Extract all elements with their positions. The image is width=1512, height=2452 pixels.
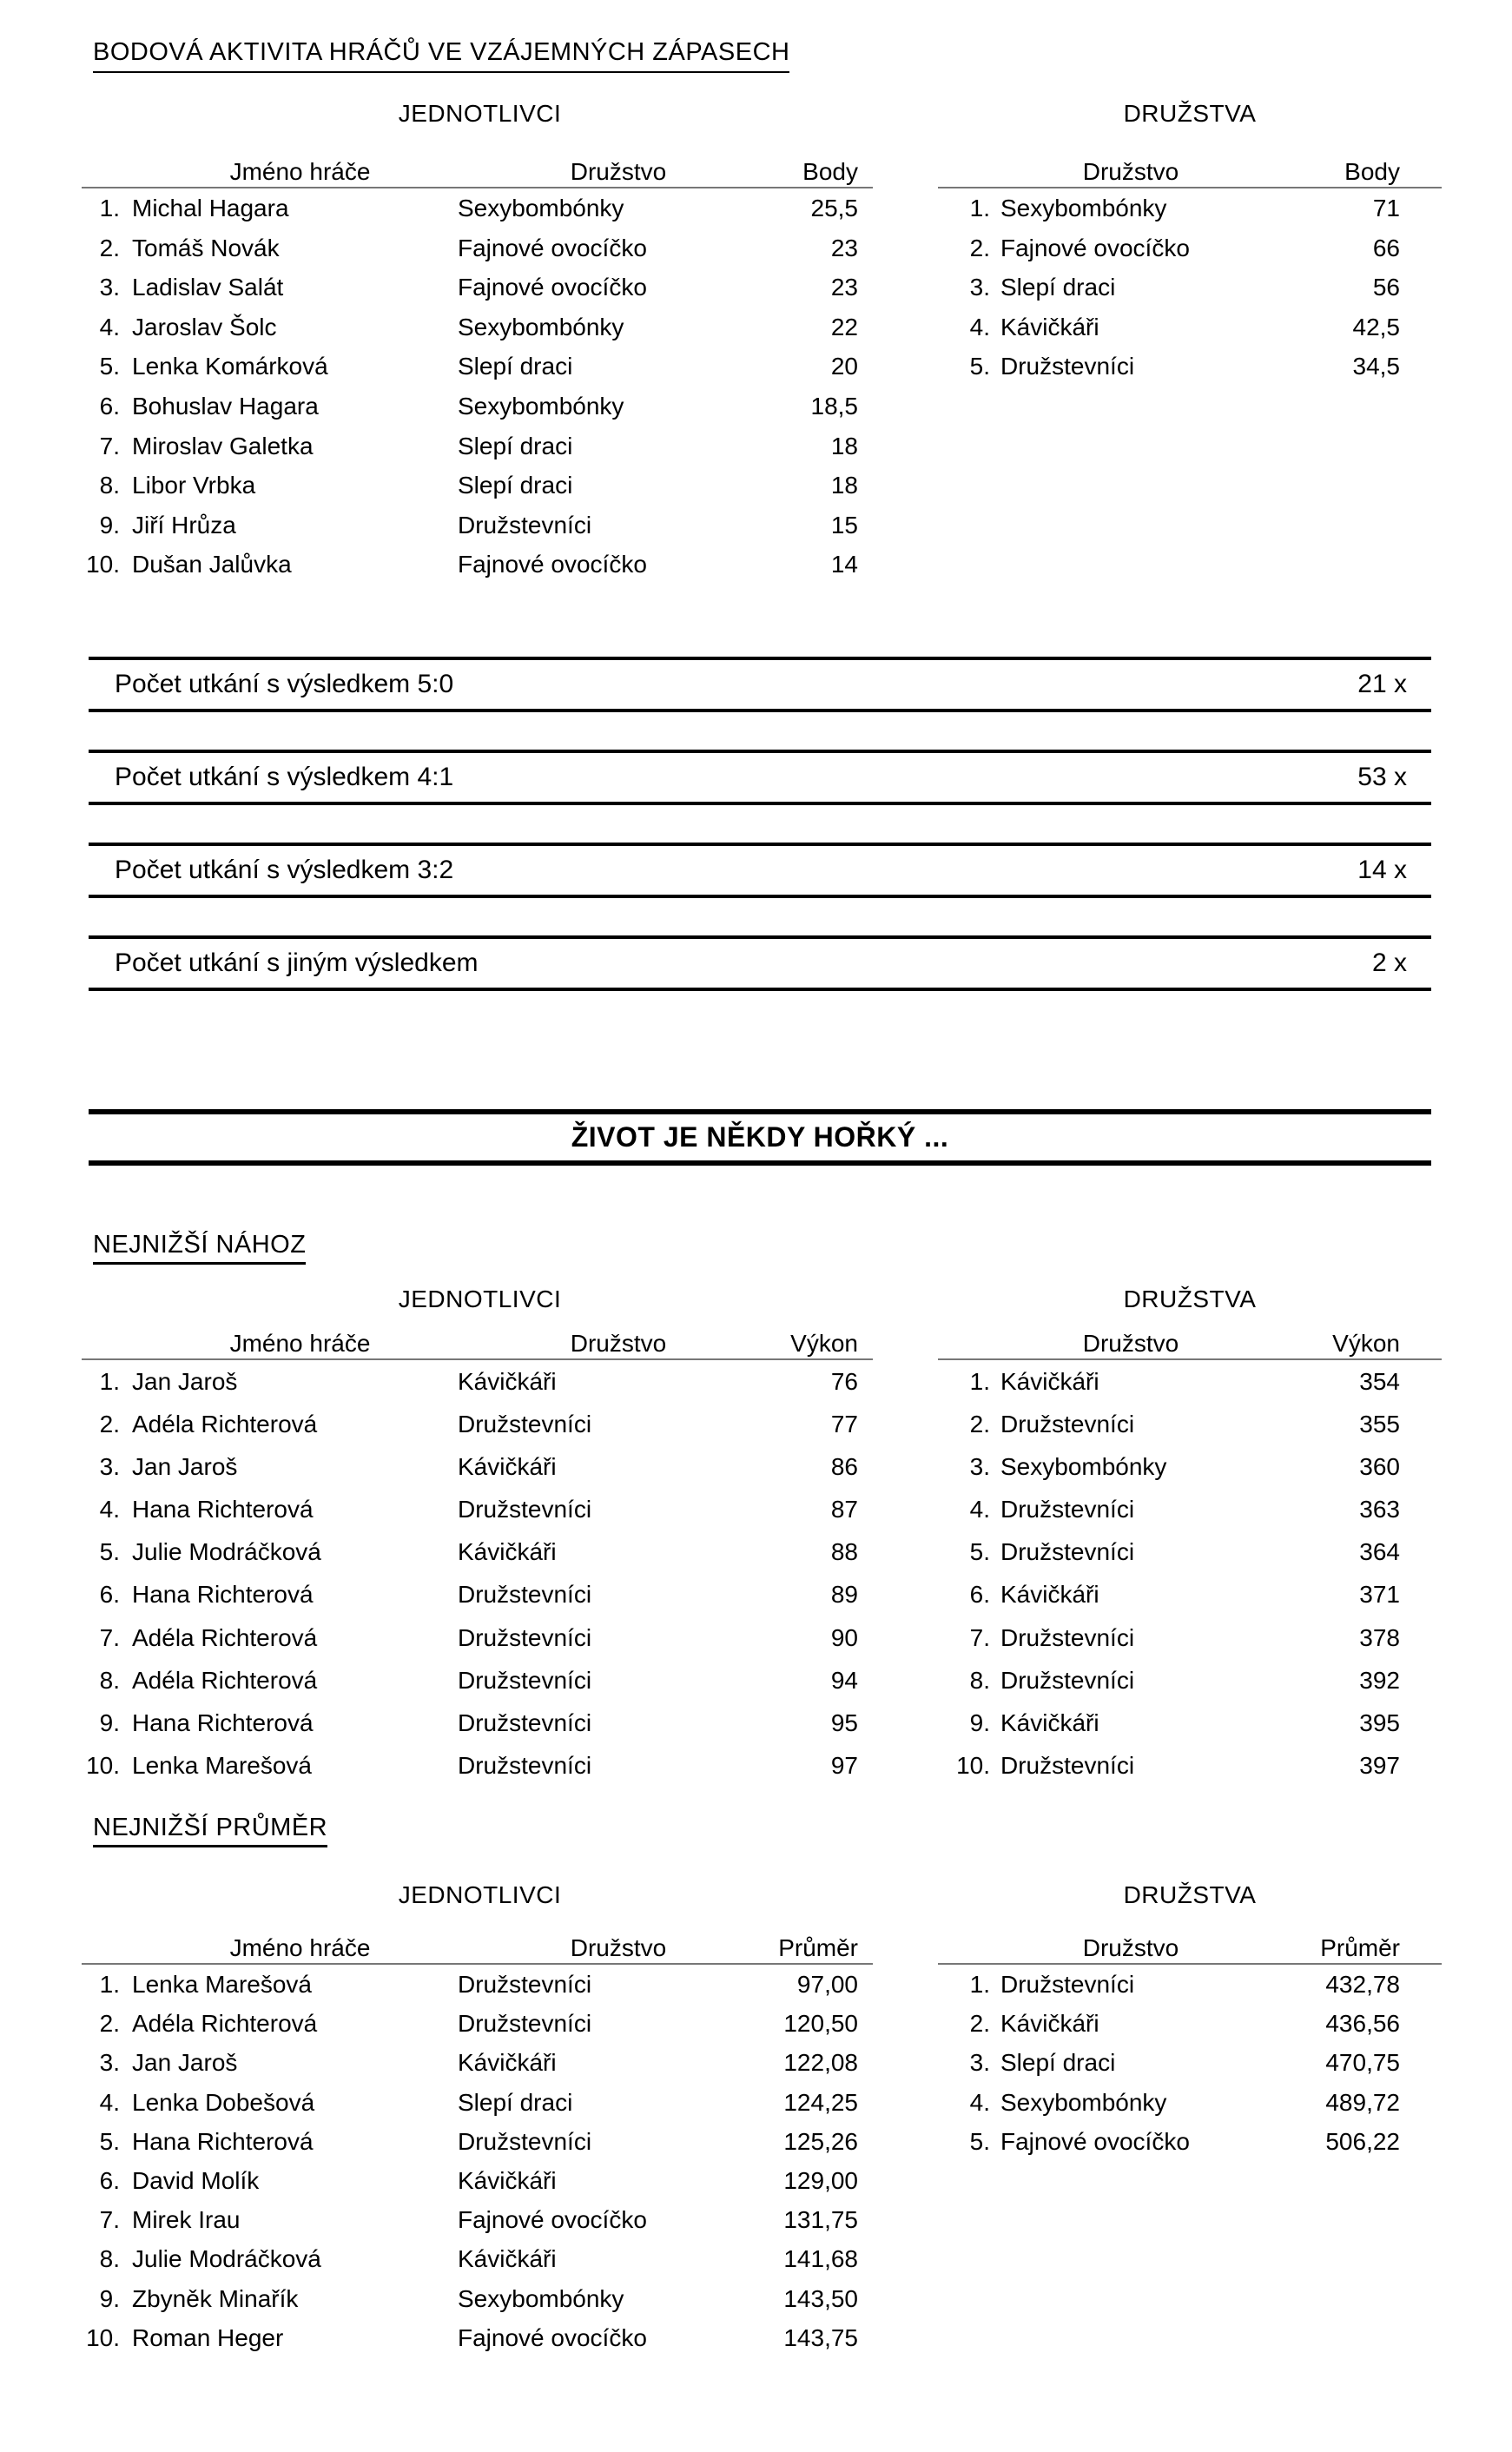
team-cell: Družstevníci (458, 1666, 592, 1694)
rank-header (938, 1329, 990, 1358)
player-name-cell: Adéla Richterová (132, 1411, 318, 1438)
table-body (82, 1965, 873, 2357)
table-row (82, 466, 873, 506)
lowest-average-individuals-heading: JEDNOTLIVCI (398, 1881, 562, 1908)
lowest-throw-teams-heading: DRUŽSTVA (1123, 1285, 1257, 1312)
team-cell: Kávičkáři (1000, 1708, 1099, 1736)
team-cell: Sexybombónky (458, 392, 624, 420)
table-row (82, 426, 873, 466)
team-cell: Družstevníci (1000, 1623, 1135, 1651)
team-cell: Kávičkáři (458, 2166, 557, 2194)
value-cell: 355 (1359, 1411, 1400, 1438)
points-individuals-heading: JEDNOTLIVCI (398, 100, 562, 127)
player-name-cell: Miroslav Galetka (132, 432, 314, 459)
team-cell: Fajnové ovocíčko (1000, 234, 1190, 261)
rank-cell: 3. (99, 274, 120, 301)
player-name-cell: Hana Richterová (132, 1581, 314, 1609)
table-row (82, 545, 873, 585)
rank-cell: 6. (99, 2166, 120, 2194)
team-cell: Družstevníci (458, 2127, 592, 2155)
score-count-label: Počet utkání s výsledkem 4:1 (115, 763, 454, 791)
value-cell: 77 (830, 1411, 858, 1438)
score-count-value: 21 x (1357, 670, 1407, 698)
value-header: Průměr (778, 1934, 858, 1961)
team-cell: Družstevníci (1000, 1538, 1135, 1566)
value-header: Body (1344, 158, 1400, 185)
value-cell: 395 (1359, 1708, 1400, 1736)
player-name-cell: Libor Vrbka (132, 472, 256, 499)
player-name-cell: Jan Jaroš (132, 1453, 238, 1481)
table-header-row (82, 157, 873, 188)
rank-cell: 4. (969, 2088, 990, 2116)
team-header: Družstvo (570, 1330, 667, 1357)
team-cell: Kávičkáři (458, 1453, 557, 1481)
team-cell: Kávičkáři (458, 1538, 557, 1566)
value-cell: 42,5 (1352, 313, 1400, 340)
rank-cell: 1. (969, 1368, 990, 1395)
score-count-label: Počet utkání s jiným výsledkem (115, 948, 479, 977)
player-name-cell: Ladislav Salát (132, 274, 284, 301)
value-cell: 397 (1359, 1751, 1400, 1779)
team-cell: Sexybombónky (1000, 2088, 1167, 2116)
player-name-cell: Adéla Richterová (132, 2010, 318, 2038)
table-body (938, 1360, 1442, 1787)
rank-cell: 4. (99, 2088, 120, 2116)
value-cell: 23 (830, 234, 858, 261)
table-row (938, 1488, 1442, 1530)
table-body (82, 188, 873, 585)
team-cell: Družstevníci (1000, 1411, 1135, 1438)
lowest-average-teams-heading: DRUŽSTVA (1123, 1881, 1257, 1908)
team-cell: Družstevníci (458, 1581, 592, 1609)
value-cell: 34,5 (1352, 353, 1400, 380)
table-row (938, 1744, 1442, 1787)
rank-cell: 5. (99, 2127, 120, 2155)
rank-cell: 6. (99, 1581, 120, 1609)
player-name-cell: Julie Modráčková (132, 2245, 321, 2273)
table-row (938, 1360, 1442, 1403)
table-row (82, 307, 873, 347)
value-cell: 120,50 (783, 2010, 858, 2038)
player-name-header: Jméno hráče (229, 1330, 371, 1357)
team-cell: Fajnové ovocíčko (458, 2206, 647, 2234)
table-row (938, 1616, 1442, 1659)
table-row (82, 1488, 873, 1530)
table-row (82, 2200, 873, 2239)
rank-cell: 6. (969, 1581, 990, 1609)
table-row (938, 228, 1442, 268)
team-cell: Fajnové ovocíčko (458, 551, 647, 578)
value-cell: 378 (1359, 1623, 1400, 1651)
table-row (82, 1445, 873, 1488)
team-cell: Družstevníci (1000, 1971, 1135, 1998)
team-cell: Sexybombónky (458, 313, 624, 340)
table-row (82, 2004, 873, 2043)
rank-cell: 2. (969, 1411, 990, 1438)
rank-cell: 7. (99, 1623, 120, 1651)
rank-cell: 7. (99, 2206, 120, 2234)
points-teams-table (938, 157, 1442, 387)
rank-cell: 1. (99, 195, 120, 221)
table-row (82, 1702, 873, 1744)
value-cell: 97 (830, 1751, 858, 1779)
rank-header (938, 1933, 990, 1963)
team-cell: Družstevníci (458, 2010, 592, 2038)
table-row (938, 2043, 1442, 2082)
team-cell: Slepí draci (1000, 2049, 1116, 2077)
table-row (938, 1445, 1442, 1488)
rank-cell: 7. (99, 432, 120, 459)
table-body (938, 1965, 1442, 2161)
rank-cell: 5. (969, 1538, 990, 1566)
rank-cell: 4. (969, 1496, 990, 1523)
rank-cell: 10. (956, 1751, 990, 1779)
team-header: Družstvo (1082, 158, 1179, 185)
team-cell: Kávičkáři (1000, 313, 1099, 340)
table-body (82, 1360, 873, 1787)
table-row (938, 2083, 1442, 2122)
rank-cell: 3. (99, 2049, 120, 2077)
rank-cell: 1. (969, 195, 990, 221)
value-cell: 14 (830, 551, 858, 578)
rank-cell: 9. (969, 1708, 990, 1736)
score-count-row (89, 657, 1431, 712)
value-header: Body (802, 158, 858, 185)
team-cell: Družstevníci (458, 1411, 592, 1438)
player-name-cell: Bohuslav Hagara (132, 392, 319, 420)
value-cell: 392 (1359, 1666, 1400, 1694)
player-name-cell: Adéla Richterová (132, 1666, 318, 1694)
team-cell: Kávičkáři (458, 1368, 557, 1395)
player-name-cell: Lenka Marešová (132, 1751, 313, 1779)
rank-cell: 8. (99, 2245, 120, 2273)
player-name-cell: Dušan Jalůvka (132, 551, 292, 578)
value-cell: 125,26 (783, 2127, 858, 2155)
team-cell: Sexybombónky (1000, 1453, 1167, 1481)
team-cell: Družstevníci (1000, 1666, 1135, 1694)
rank-cell: 5. (99, 353, 120, 380)
team-cell: Družstevníci (1000, 1751, 1135, 1779)
value-cell: 129,00 (783, 2166, 858, 2194)
rank-cell: 2. (969, 2010, 990, 2038)
table-row (82, 2318, 873, 2357)
table-row (82, 2239, 873, 2278)
team-cell: Kávičkáři (458, 2049, 557, 2077)
value-cell: 489,72 (1325, 2088, 1400, 2116)
score-count-value: 2 x (1371, 948, 1407, 977)
player-name-header: Jméno hráče (229, 1934, 371, 1961)
lowest-average-teams-table (938, 1933, 1442, 2161)
rank-cell: 1. (969, 1971, 990, 1998)
rank-cell: 3. (969, 1453, 990, 1481)
value-cell: 364 (1359, 1538, 1400, 1566)
rank-cell: 6. (99, 392, 120, 420)
rank-header (82, 157, 120, 187)
team-cell: Družstevníci (458, 1496, 592, 1523)
player-name-cell: Lenka Marešová (132, 1971, 313, 1998)
rank-cell: 4. (99, 313, 120, 340)
player-name-cell: David Molík (132, 2166, 260, 2194)
lowest-throw-heading-wrap (93, 1231, 306, 1265)
team-cell: Fajnové ovocíčko (458, 274, 647, 301)
table-row (82, 1744, 873, 1787)
table-row (82, 1573, 873, 1616)
team-cell: Sexybombónky (458, 195, 624, 221)
table-row (82, 188, 873, 228)
team-cell: Slepí draci (458, 472, 573, 499)
team-cell: Fajnové ovocíčko (1000, 2127, 1190, 2155)
rank-cell: 7. (969, 1623, 990, 1651)
rank-cell: 2. (99, 1411, 120, 1438)
table-row (82, 2122, 873, 2161)
value-cell: 363 (1359, 1496, 1400, 1523)
table-row (938, 1702, 1442, 1744)
lowest-throw-individuals-table (82, 1329, 873, 1787)
value-cell: 432,78 (1325, 1971, 1400, 1998)
score-count-row (89, 935, 1431, 991)
player-name-cell: Jan Jaroš (132, 1368, 238, 1395)
value-cell: 94 (830, 1666, 858, 1694)
value-cell: 89 (830, 1581, 858, 1609)
player-name-cell: Tomáš Novák (132, 234, 280, 261)
table-row (938, 2122, 1442, 2161)
player-name-cell: Adéla Richterová (132, 1623, 318, 1651)
divider-title: ŽIVOT JE NĚKDY HOŘKÝ ... (571, 1121, 949, 1153)
table-row (938, 307, 1442, 347)
page-title: BODOVÁ AKTIVITA HRÁČŮ VE VZÁJEMNÝCH ZÁPASECH (93, 38, 789, 73)
team-cell: Kávičkáři (458, 2245, 557, 2273)
table-row (938, 268, 1442, 307)
rank-cell: 1. (99, 1971, 120, 1998)
team-cell: Kávičkáři (1000, 1581, 1099, 1609)
value-cell: 87 (830, 1496, 858, 1523)
table-header-row (938, 157, 1442, 188)
rank-cell: 9. (99, 2284, 120, 2312)
value-cell: 124,25 (783, 2088, 858, 2116)
team-cell: Slepí draci (1000, 274, 1116, 301)
rank-cell: 5. (969, 2127, 990, 2155)
value-cell: 23 (830, 274, 858, 301)
value-cell: 18,5 (810, 392, 858, 420)
points-individuals-table (82, 157, 873, 585)
table-row (82, 2279, 873, 2318)
rank-header (82, 1933, 120, 1963)
table-row (82, 1616, 873, 1659)
table-row (82, 2043, 873, 2082)
table-row (82, 2161, 873, 2200)
table-row (82, 347, 873, 387)
table-row (82, 1530, 873, 1573)
value-cell: 141,68 (783, 2245, 858, 2273)
value-cell: 15 (830, 511, 858, 539)
rank-cell: 8. (99, 472, 120, 499)
value-cell: 88 (830, 1538, 858, 1566)
player-name-cell: Mirek Irau (132, 2206, 241, 2234)
team-cell: Družstevníci (458, 1971, 592, 1998)
table-body (938, 188, 1442, 387)
table-row (938, 347, 1442, 387)
value-cell: 371 (1359, 1581, 1400, 1609)
divider-banner (89, 1109, 1431, 1166)
value-cell: 131,75 (783, 2206, 858, 2234)
player-name-cell: Michal Hagara (132, 195, 289, 221)
rank-cell: 1. (99, 1368, 120, 1395)
rank-cell: 2. (99, 234, 120, 261)
value-header: Výkon (790, 1330, 858, 1357)
page-title-wrap (93, 38, 789, 73)
score-count-label: Počet utkání s výsledkem 5:0 (115, 670, 454, 698)
team-cell: Kávičkáři (1000, 2010, 1099, 2038)
player-name-cell: Lenka Dobešová (132, 2088, 315, 2116)
rank-cell: 4. (99, 1496, 120, 1523)
team-cell: Fajnové ovocíčko (458, 234, 647, 261)
team-cell: Fajnové ovocíčko (458, 2323, 647, 2351)
lowest-throw-heading: NEJNIŽŠÍ NÁHOZ (93, 1231, 306, 1265)
table-row (938, 1965, 1442, 2004)
score-count-row (89, 750, 1431, 805)
points-teams-heading: DRUŽSTVA (1123, 100, 1257, 127)
team-cell: Sexybombónky (458, 2284, 624, 2312)
rank-cell: 2. (99, 2010, 120, 2038)
player-name-cell: Zbyněk Minařík (132, 2284, 299, 2312)
rank-cell: 2. (969, 234, 990, 261)
table-row (82, 268, 873, 307)
value-cell: 97,00 (796, 1971, 858, 1998)
team-cell: Slepí draci (458, 2088, 573, 2116)
lowest-throw-individuals-heading: JEDNOTLIVCI (398, 1285, 562, 1312)
table-row (82, 1360, 873, 1403)
player-name-cell: Julie Modráčková (132, 1538, 321, 1566)
player-name-cell: Jaroslav Šolc (132, 313, 277, 340)
value-cell: 122,08 (783, 2049, 858, 2077)
team-header: Družstvo (570, 158, 667, 185)
table-header-row (938, 1329, 1442, 1360)
rank-header (938, 157, 990, 187)
team-cell: Družstevníci (458, 1751, 592, 1779)
lowest-average-individuals-table (82, 1933, 873, 2357)
rank-cell: 4. (969, 313, 990, 340)
rank-cell: 9. (99, 1708, 120, 1736)
rank-cell: 3. (969, 274, 990, 301)
value-header: Průměr (1320, 1934, 1400, 1961)
value-cell: 90 (830, 1623, 858, 1651)
team-cell: Sexybombónky (1000, 195, 1167, 221)
value-cell: 76 (830, 1368, 858, 1395)
value-cell: 86 (830, 1453, 858, 1481)
lowest-average-heading-wrap (93, 1814, 327, 1847)
value-cell: 143,50 (783, 2284, 858, 2312)
team-header: Družstvo (1082, 1330, 1179, 1357)
value-cell: 18 (830, 472, 858, 499)
table-row (938, 2004, 1442, 2043)
team-cell: Slepí draci (458, 432, 573, 459)
team-cell: Družstevníci (458, 1623, 592, 1651)
table-header-row (82, 1329, 873, 1360)
team-cell: Slepí draci (458, 353, 573, 380)
rank-header (82, 1329, 120, 1358)
value-cell: 71 (1372, 195, 1400, 221)
player-name-cell: Jiří Hrůza (132, 511, 236, 539)
value-cell: 95 (830, 1708, 858, 1736)
table-row (82, 506, 873, 545)
value-cell: 56 (1372, 274, 1400, 301)
value-cell: 360 (1359, 1453, 1400, 1481)
rank-cell: 10. (86, 2323, 120, 2351)
player-name-cell: Roman Heger (132, 2323, 284, 2351)
value-cell: 22 (830, 313, 858, 340)
value-cell: 506,22 (1325, 2127, 1400, 2155)
player-name-cell: Lenka Komárková (132, 353, 328, 380)
team-cell: Družstevníci (458, 511, 592, 539)
value-cell: 18 (830, 432, 858, 459)
value-header: Výkon (1332, 1330, 1400, 1357)
value-cell: 66 (1372, 234, 1400, 261)
value-cell: 436,56 (1325, 2010, 1400, 2038)
table-header-row (938, 1933, 1442, 1965)
value-cell: 143,75 (783, 2323, 858, 2351)
table-row (82, 228, 873, 268)
table-header-row (82, 1933, 873, 1965)
table-row (82, 1403, 873, 1445)
player-name-cell: Jan Jaroš (132, 2049, 238, 2077)
team-cell: Družstevníci (1000, 353, 1135, 380)
rank-cell: 9. (99, 511, 120, 539)
team-cell: Družstevníci (458, 1708, 592, 1736)
table-row (938, 1573, 1442, 1616)
rank-cell: 10. (86, 1751, 120, 1779)
player-name-cell: Hana Richterová (132, 1496, 314, 1523)
player-name-cell: Hana Richterová (132, 1708, 314, 1736)
value-cell: 25,5 (810, 195, 858, 221)
table-row (82, 387, 873, 426)
table-row (938, 1403, 1442, 1445)
rank-cell: 10. (86, 551, 120, 578)
player-name-header: Jméno hráče (229, 158, 371, 185)
rank-cell: 3. (969, 2049, 990, 2077)
table-row (82, 1965, 873, 2004)
score-count-row (89, 843, 1431, 898)
score-count-value: 53 x (1357, 763, 1407, 791)
table-row (82, 1659, 873, 1702)
player-name-cell: Hana Richterová (132, 2127, 314, 2155)
team-cell: Kávičkáři (1000, 1368, 1099, 1395)
value-cell: 470,75 (1325, 2049, 1400, 2077)
table-row (938, 1659, 1442, 1702)
rank-cell: 3. (99, 1453, 120, 1481)
table-row (938, 1530, 1442, 1573)
team-cell: Družstevníci (1000, 1496, 1135, 1523)
lowest-throw-teams-table (938, 1329, 1442, 1787)
rank-cell: 8. (99, 1666, 120, 1694)
team-header: Družstvo (1082, 1934, 1179, 1961)
score-count-label: Počet utkání s výsledkem 3:2 (115, 856, 454, 884)
table-row (82, 2083, 873, 2122)
value-cell: 354 (1359, 1368, 1400, 1395)
rank-cell: 5. (99, 1538, 120, 1566)
rank-cell: 5. (969, 353, 990, 380)
table-row (938, 188, 1442, 228)
rank-cell: 8. (969, 1666, 990, 1694)
team-header: Družstvo (570, 1934, 667, 1961)
value-cell: 20 (830, 353, 858, 380)
lowest-average-heading: NEJNIŽŠÍ PRŮMĚR (93, 1814, 327, 1847)
score-count-value: 14 x (1357, 856, 1407, 884)
